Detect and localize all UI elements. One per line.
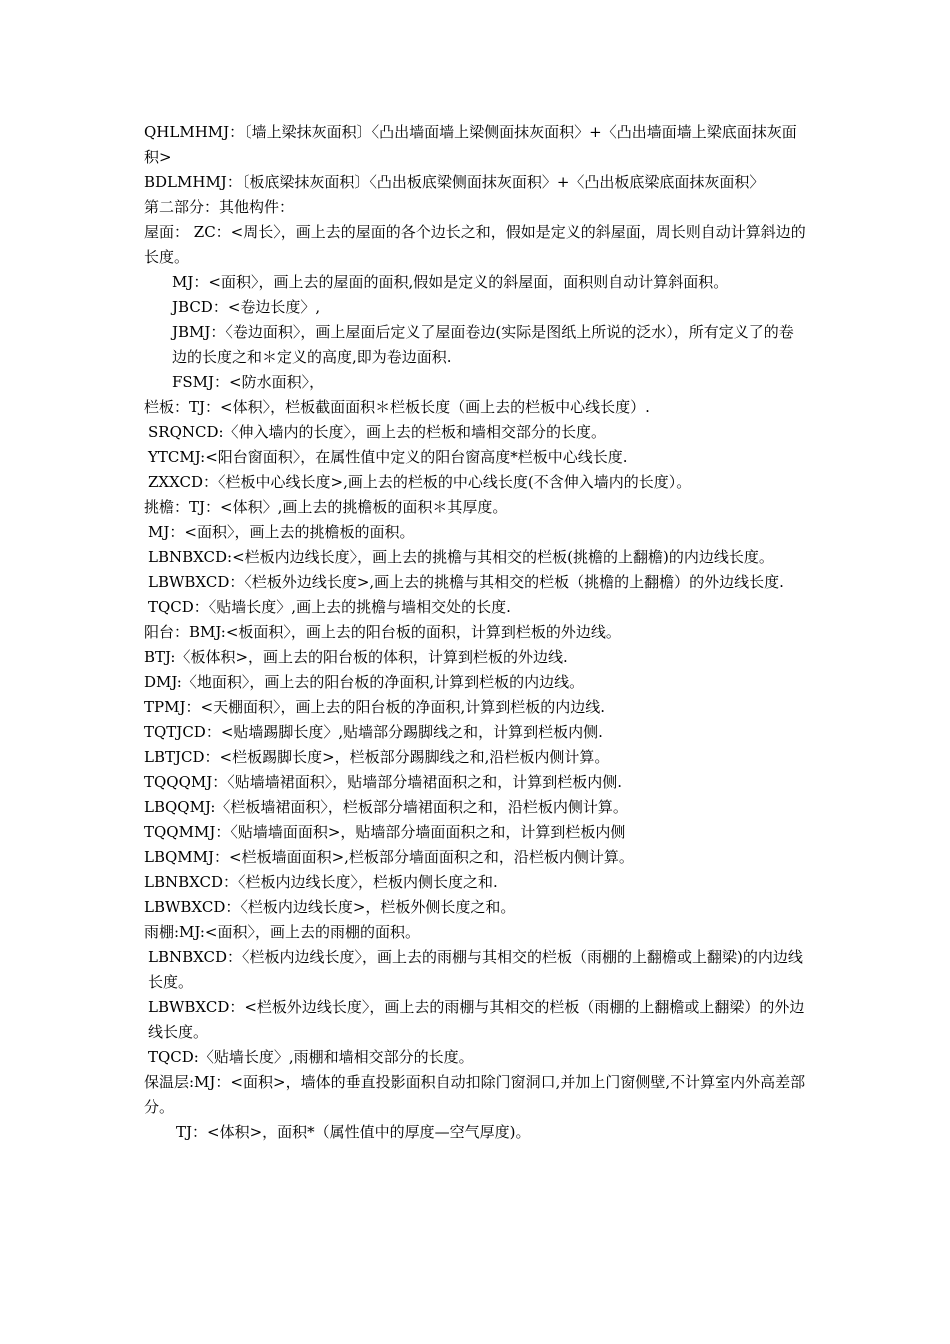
paragraph-roof-fsmj: FSMJ：<防水面积〉， — [172, 373, 325, 391]
paragraph-balcony-tqqmmj: TQQMMJ：〈贴墙墙面面积>，贴墙部分墙面面积之和，计算到栏板内侧 — [144, 823, 626, 841]
paragraph-roof-zc: 屋面： ZC：<周长〉，画上去的屋面的各个边长之和，假如是定义的斜屋面，周长则自动计算斜边的长度。 — [144, 223, 806, 266]
paragraph-canopy-tqcd: TQCD:〈贴墙长度〉,雨棚和墙相交部分的长度。 — [148, 1048, 474, 1066]
paragraph-balcony-lbwbxcd: LBWBXCD：〈栏板内边线长度>，栏板外侧长度之和。 — [144, 898, 516, 916]
paragraph-eave-lbwbxcd: LBWBXCD：〈栏板外边线长度>,画上去的挑檐与其相交的栏板（挑檐的上翻檐）的外边线长度. — [148, 573, 784, 591]
paragraph-bdlmhmj: BDLMHMJ：〔板底梁抹灰面积〕〈凸出板底梁侧面抹灰面积〉+〈凸出板底梁底面抹灰面积〉 — [144, 173, 765, 191]
paragraph-parapet-srqncd: SRQNCD:〈伸入墙内的长度〉，画上去的栏板和墙相交部分的长度。 — [148, 423, 607, 441]
paragraph-balcony-tpmj: TPMJ：<天棚面积〉，画上去的阳台板的净面积,计算到栏板的内边线. — [144, 698, 606, 716]
paragraph-eave-tj: 挑檐：TJ：<体积〉,画上去的挑檐板的面积＊其厚度。 — [144, 498, 508, 516]
paragraph-balcony-dmj: DMJ:〈地面积〉，画上去的阳台板的净面积,计算到栏板的内边线。 — [144, 673, 585, 691]
paragraph-balcony-lbnbxcd: LBNBXCD：〈栏板内边线长度〉，栏板内侧长度之和. — [144, 873, 498, 891]
paragraph-eave-lbnbxcd: LBNBXCD:<栏板内边线长度〉，画上去的挑檐与其相交的栏板(挑檐的上翻檐)的内边线长度。 — [148, 548, 774, 566]
paragraph-balcony-bmj: 阳台：BMJ:<板面积〉，画上去的阳台板的面积，计算到栏板的外边线。 — [144, 623, 621, 641]
paragraph-eave-mj: MJ：<面积〉，画上去的挑檐板的面积。 — [148, 523, 415, 541]
paragraph-roof-jbcd: JBCD：<卷边长度〉, — [172, 298, 321, 316]
paragraph-balcony-lbtjcd: LBTJCD：<栏板踢脚长度>，栏板部分踢脚线之和,沿栏板内侧计算。 — [144, 748, 610, 766]
paragraph-roof-mj: MJ：<面积〉，画上去的屋面的面积,假如是定义的斜屋面，面积则自动计算斜面积。 — [172, 273, 729, 291]
paragraph-eave-tqcd: TQCD：〈贴墙长度〉,画上去的挑檐与墙相交处的长度. — [148, 598, 511, 616]
paragraph-canopy-lbwbxcd: LBWBXCD：<栏板外边线长度〉，画上去的雨棚与其相交的栏板（雨棚的上翻檐或上翻梁）的外边线长度。 — [148, 998, 805, 1041]
paragraph-balcony-lbqqmj: LBQQMJ:〈栏板墙裙面积〉，栏板部分墙裙面积之和，沿栏板内侧计算。 — [144, 798, 628, 816]
paragraph-qhlmhmj: QHLMHMJ：〔墙上梁抹灰面积〕〈凸出墙面墙上梁侧面抹灰面积〉+〈凸出墙面墙上梁底面抹灰面积> — [144, 123, 797, 166]
paragraph-balcony-btj: BTJ:〈板体积>，画上去的阳台板的体积，计算到栏板的外边线. — [144, 648, 568, 666]
paragraph-balcony-lbqmmj: LBQMMJ：<栏板墙面面积>,栏板部分墙面面积之和，沿栏板内侧计算。 — [144, 848, 634, 866]
paragraph-parapet-ytcmj: YTCMJ:<阳台窗面积〉，在属性值中定义的阳台窗高度*栏板中心线长度. — [148, 448, 628, 466]
section-heading-part-two: 第二部分：其他构件： — [144, 198, 295, 216]
paragraph-canopy-mj: 雨棚:MJ:<面积〉，画上去的雨棚的面积。 — [144, 923, 420, 941]
paragraph-balcony-tqtjcd: TQTJCD：<贴墙踢脚长度〉,贴墙部分踢脚线之和，计算到栏板内侧. — [144, 723, 603, 741]
paragraph-roof-jbmj: JBMJ：〈卷边面积〉，画上屋面后定义了屋面卷边(实际是图纸上所说的泛水），所有定义了的卷边的长度之和＊定义的高度,即为卷边面积. — [172, 323, 794, 366]
paragraph-balcony-tqqqmj: TQQQMJ：〈贴墙墙裙面积〉，贴墙部分墙裙面积之和，计算到栏板内侧. — [144, 773, 623, 791]
paragraph-canopy-lbnbxcd: LBNBXCD：〈栏板内边线长度〉，画上去的雨棚与其相交的栏板（雨棚的上翻檐或上翻梁)的内边线长度。 — [148, 948, 803, 991]
document-body — [144, 120, 808, 1145]
paragraph-insulation-mj: 保温层:MJ：<面积>，墙体的垂直投影面积自动扣除门窗洞口,并加上门窗侧壁,不计算室内外高差部分。 — [144, 1073, 806, 1116]
paragraph-parapet-tj: 栏板：TJ：<体积〉，栏板截面面积＊栏板长度（画上去的栏板中心线长度）. — [144, 398, 650, 416]
paragraph-insulation-tj: TJ：<体积>，面积*（属性值中的厚度—空气厚度)。 — [176, 1123, 531, 1141]
paragraph-parapet-zxxcd: ZXXCD：〈栏板中心线长度>,画上去的栏板的中心线长度(不含伸入墙内的长度）。 — [148, 473, 692, 491]
